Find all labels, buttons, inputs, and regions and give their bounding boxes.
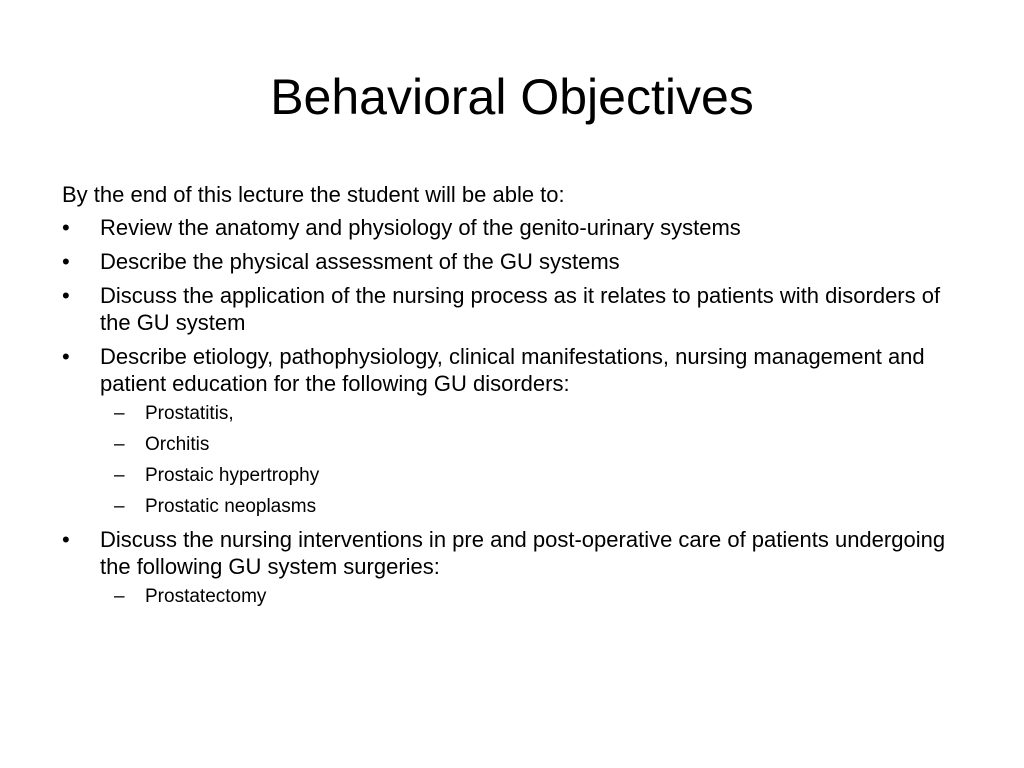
list-item [62, 343, 972, 519]
bullet-icon: • [62, 249, 70, 274]
list-item [62, 214, 972, 241]
sublist-item [100, 433, 972, 457]
sublist-item [100, 585, 972, 609]
dash-icon: – [114, 586, 125, 607]
dash-icon: – [114, 434, 125, 455]
subitem-text: Orchitis [145, 434, 210, 455]
sublist-item [100, 402, 972, 426]
sublist-item [100, 495, 972, 519]
subitem-text: Prostatectomy [145, 586, 267, 607]
bullet-icon: • [62, 527, 70, 552]
bullet-icon: • [62, 344, 70, 369]
dash-icon: – [114, 496, 125, 517]
bullet-icon: • [62, 215, 70, 240]
objective-text: Describe the physical assessment of the GU systems [100, 249, 620, 274]
disorders-sublist [100, 402, 972, 519]
objectives-list [62, 214, 972, 609]
list-item [62, 526, 972, 609]
bullet-icon: • [62, 283, 70, 308]
surgeries-sublist [100, 585, 972, 609]
objective-text: Review the anatomy and physiology of the genito-urinary systems [100, 215, 741, 240]
list-item [62, 282, 972, 336]
sublist-item [100, 464, 972, 488]
objective-text: Describe etiology, pathophysiology, clinical manifestations, nursing management and patient education for the following GU disorders: [100, 344, 925, 396]
objective-text: Discuss the application of the nursing process as it relates to patients with disorders of the GU system [100, 283, 941, 335]
objective-text: Discuss the nursing interventions in pre and post-operative care of patients undergoing the following GU system surgeries: [100, 527, 946, 579]
dash-icon: – [114, 403, 125, 424]
subitem-text: Prostaic hypertrophy [145, 465, 320, 486]
list-item [62, 248, 972, 275]
intro-text: By the end of this lecture the student will be able to: [62, 182, 565, 207]
subitem-text: Prostatic neoplasms [145, 496, 317, 517]
subitem-text: Prostatitis, [145, 403, 234, 424]
dash-icon: – [114, 465, 125, 486]
slide-body [62, 180, 972, 616]
slide-title: Behavioral Objectives [270, 69, 754, 125]
